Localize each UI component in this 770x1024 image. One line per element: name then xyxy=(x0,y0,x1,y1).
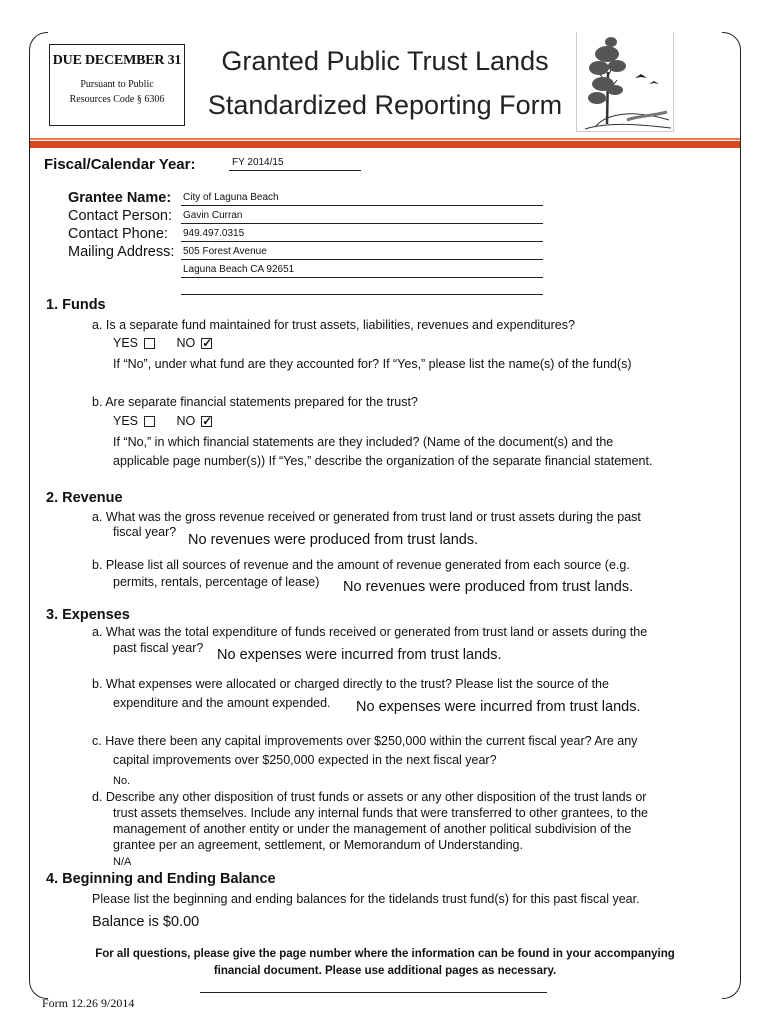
expenses-question-b-1: b. What expenses were allocated or charged directly to the trust? Please list the source of the xyxy=(92,677,609,691)
contact-person-underline xyxy=(181,223,543,224)
contact-phone-underline xyxy=(181,241,543,242)
expenses-question-d-2: trust assets themselves. Include any internal funds that were transferred to other grantees, to the xyxy=(113,806,649,820)
footer-note xyxy=(60,946,710,980)
funds-b-yes-checkbox[interactable] xyxy=(144,416,155,427)
section-expenses-title: 3. Expenses xyxy=(46,607,130,623)
tree-logo-icon xyxy=(576,32,674,132)
form-title-line-1: Granted Public Trust Lands xyxy=(221,46,549,76)
header-accent-bar xyxy=(30,141,740,148)
balance-answer[interactable]: Balance is $0.00 xyxy=(92,914,200,930)
footer-note-line-2: financial document. Please use additional pages as necessary. xyxy=(213,965,557,977)
grantee-name-label: Grantee Name: xyxy=(68,190,172,206)
expenses-question-a-2: past fiscal year? xyxy=(113,641,204,655)
expenses-question-d-3: management of another entity or under the management of another political subdivision of the xyxy=(113,822,632,836)
funds-b-yes-label: YES xyxy=(113,414,139,428)
fiscal-year-value[interactable]: FY 2014/15 xyxy=(232,157,284,168)
form-number: Form 12.26 9/2014 xyxy=(42,996,135,1010)
revenue-question-b-2: permits, rentals, percentage of lease) xyxy=(113,575,320,589)
contact-phone-label: Contact Phone: xyxy=(68,226,168,242)
funds-b-no-label: NO xyxy=(176,414,196,428)
grantee-name-underline xyxy=(181,205,543,206)
funds-question-b: b. Are separate financial statements prepared for the trust? xyxy=(92,395,418,409)
due-date-label: DUE DECEMBER 31 xyxy=(52,53,182,68)
revenue-question-a-2: fiscal year? xyxy=(113,525,177,539)
revenue-answer-b[interactable]: No revenues were produced from trust lands. xyxy=(343,579,634,595)
balance-question: Please list the beginning and ending balances for the tidelands trust fund(s) for this past fiscal year. xyxy=(92,892,640,906)
section-funds-title: 1. Funds xyxy=(46,297,106,313)
funds-a-no-label: NO xyxy=(176,336,196,350)
mailing-address-line-2[interactable]: Laguna Beach CA 92651 xyxy=(183,264,295,275)
expenses-answer-c[interactable]: No. xyxy=(113,775,131,787)
revenue-question-a-1: a. What was the gross revenue received or generated from trust land or trust assets during the past xyxy=(92,510,641,524)
expenses-answer-a[interactable]: No expenses were incurred from trust lands. xyxy=(217,647,502,663)
contact-person-value[interactable]: Gavin Curran xyxy=(183,210,243,221)
revenue-question-b-1: b. Please list all sources of revenue and the amount of revenue generated from each source (e.g. xyxy=(92,558,630,572)
funds-a-no-checkbox[interactable] xyxy=(201,338,212,349)
expenses-answer-d[interactable]: N/A xyxy=(113,856,132,868)
funds-question-a: a. Is a separate fund maintained for trust assets, liabilities, revenues and expenditures? xyxy=(92,318,575,332)
pursuant-line-1: Pursuant to Public xyxy=(80,79,154,90)
header-accent-line xyxy=(30,138,740,140)
funds-b-no-checkbox[interactable] xyxy=(201,416,212,427)
fiscal-year-underline xyxy=(229,170,361,171)
funds-a-options xyxy=(113,334,212,353)
expenses-answer-b[interactable]: No expenses were incurred from trust lands. xyxy=(356,699,641,715)
mailing-address-line-1[interactable]: 505 Forest Avenue xyxy=(183,246,267,257)
revenue-answer-a[interactable]: No revenues were produced from trust lands. xyxy=(188,532,479,548)
footer-signature-line xyxy=(200,992,547,993)
due-date-box xyxy=(49,44,185,126)
funds-b-followup-2: applicable page number(s)) If “Yes,” describe the organization of the separate financial statement. xyxy=(113,454,653,468)
footer-note-line-1: For all questions, please give the page number where the information can be found in your accompanying xyxy=(95,948,675,960)
grantee-name-value[interactable]: City of Laguna Beach xyxy=(183,192,279,203)
form-title-line-2: Standardized Reporting Form xyxy=(207,90,563,120)
page-frame-right xyxy=(722,32,741,999)
section-revenue-title: 2. Revenue xyxy=(46,490,123,506)
expenses-question-a-1: a. What was the total expenditure of funds received or generated from trust land or assets during the xyxy=(92,625,648,639)
funds-a-yes-label: YES xyxy=(113,336,139,350)
page-frame-left xyxy=(29,32,48,999)
expenses-question-c-1: c. Have there been any capital improvements over $250,000 within the current fiscal year? Are any xyxy=(92,734,638,748)
contact-person-label: Contact Person: xyxy=(68,208,172,224)
funds-a-yes-checkbox[interactable] xyxy=(144,338,155,349)
funds-b-options xyxy=(113,412,212,431)
funds-b-followup-1: If “No,” in which financial statements are they included? (Name of the document(s) and the xyxy=(113,435,614,449)
funds-a-followup: If “No”, under what fund are they accounted for? If “Yes,” please list the name(s) of the fund(s) xyxy=(113,357,632,371)
pursuant-line-2: Resources Code § 6306 xyxy=(69,94,165,105)
expenses-question-c-2: capital improvements over $250,000 expected in the next fiscal year? xyxy=(113,753,497,767)
mailing-address-underline-2 xyxy=(181,277,543,278)
fiscal-year-label: Fiscal/Calendar Year: xyxy=(44,156,196,173)
mailing-address-underline-1 xyxy=(181,259,543,260)
mailing-address-label: Mailing Address: xyxy=(68,244,175,260)
mailing-address-underline-3 xyxy=(181,294,543,295)
expenses-question-b-2: expenditure and the amount expended. xyxy=(113,696,331,710)
expenses-question-d-4: grantee per an agreement, settlement, or Memorandum of Understanding. xyxy=(113,838,523,852)
section-balance-title: 4. Beginning and Ending Balance xyxy=(46,871,276,887)
expenses-question-d-1: d. Describe any other disposition of trust funds or assets or any other disposition of the trust lands or xyxy=(92,790,647,804)
contact-phone-value[interactable]: 949.497.0315 xyxy=(183,228,245,239)
